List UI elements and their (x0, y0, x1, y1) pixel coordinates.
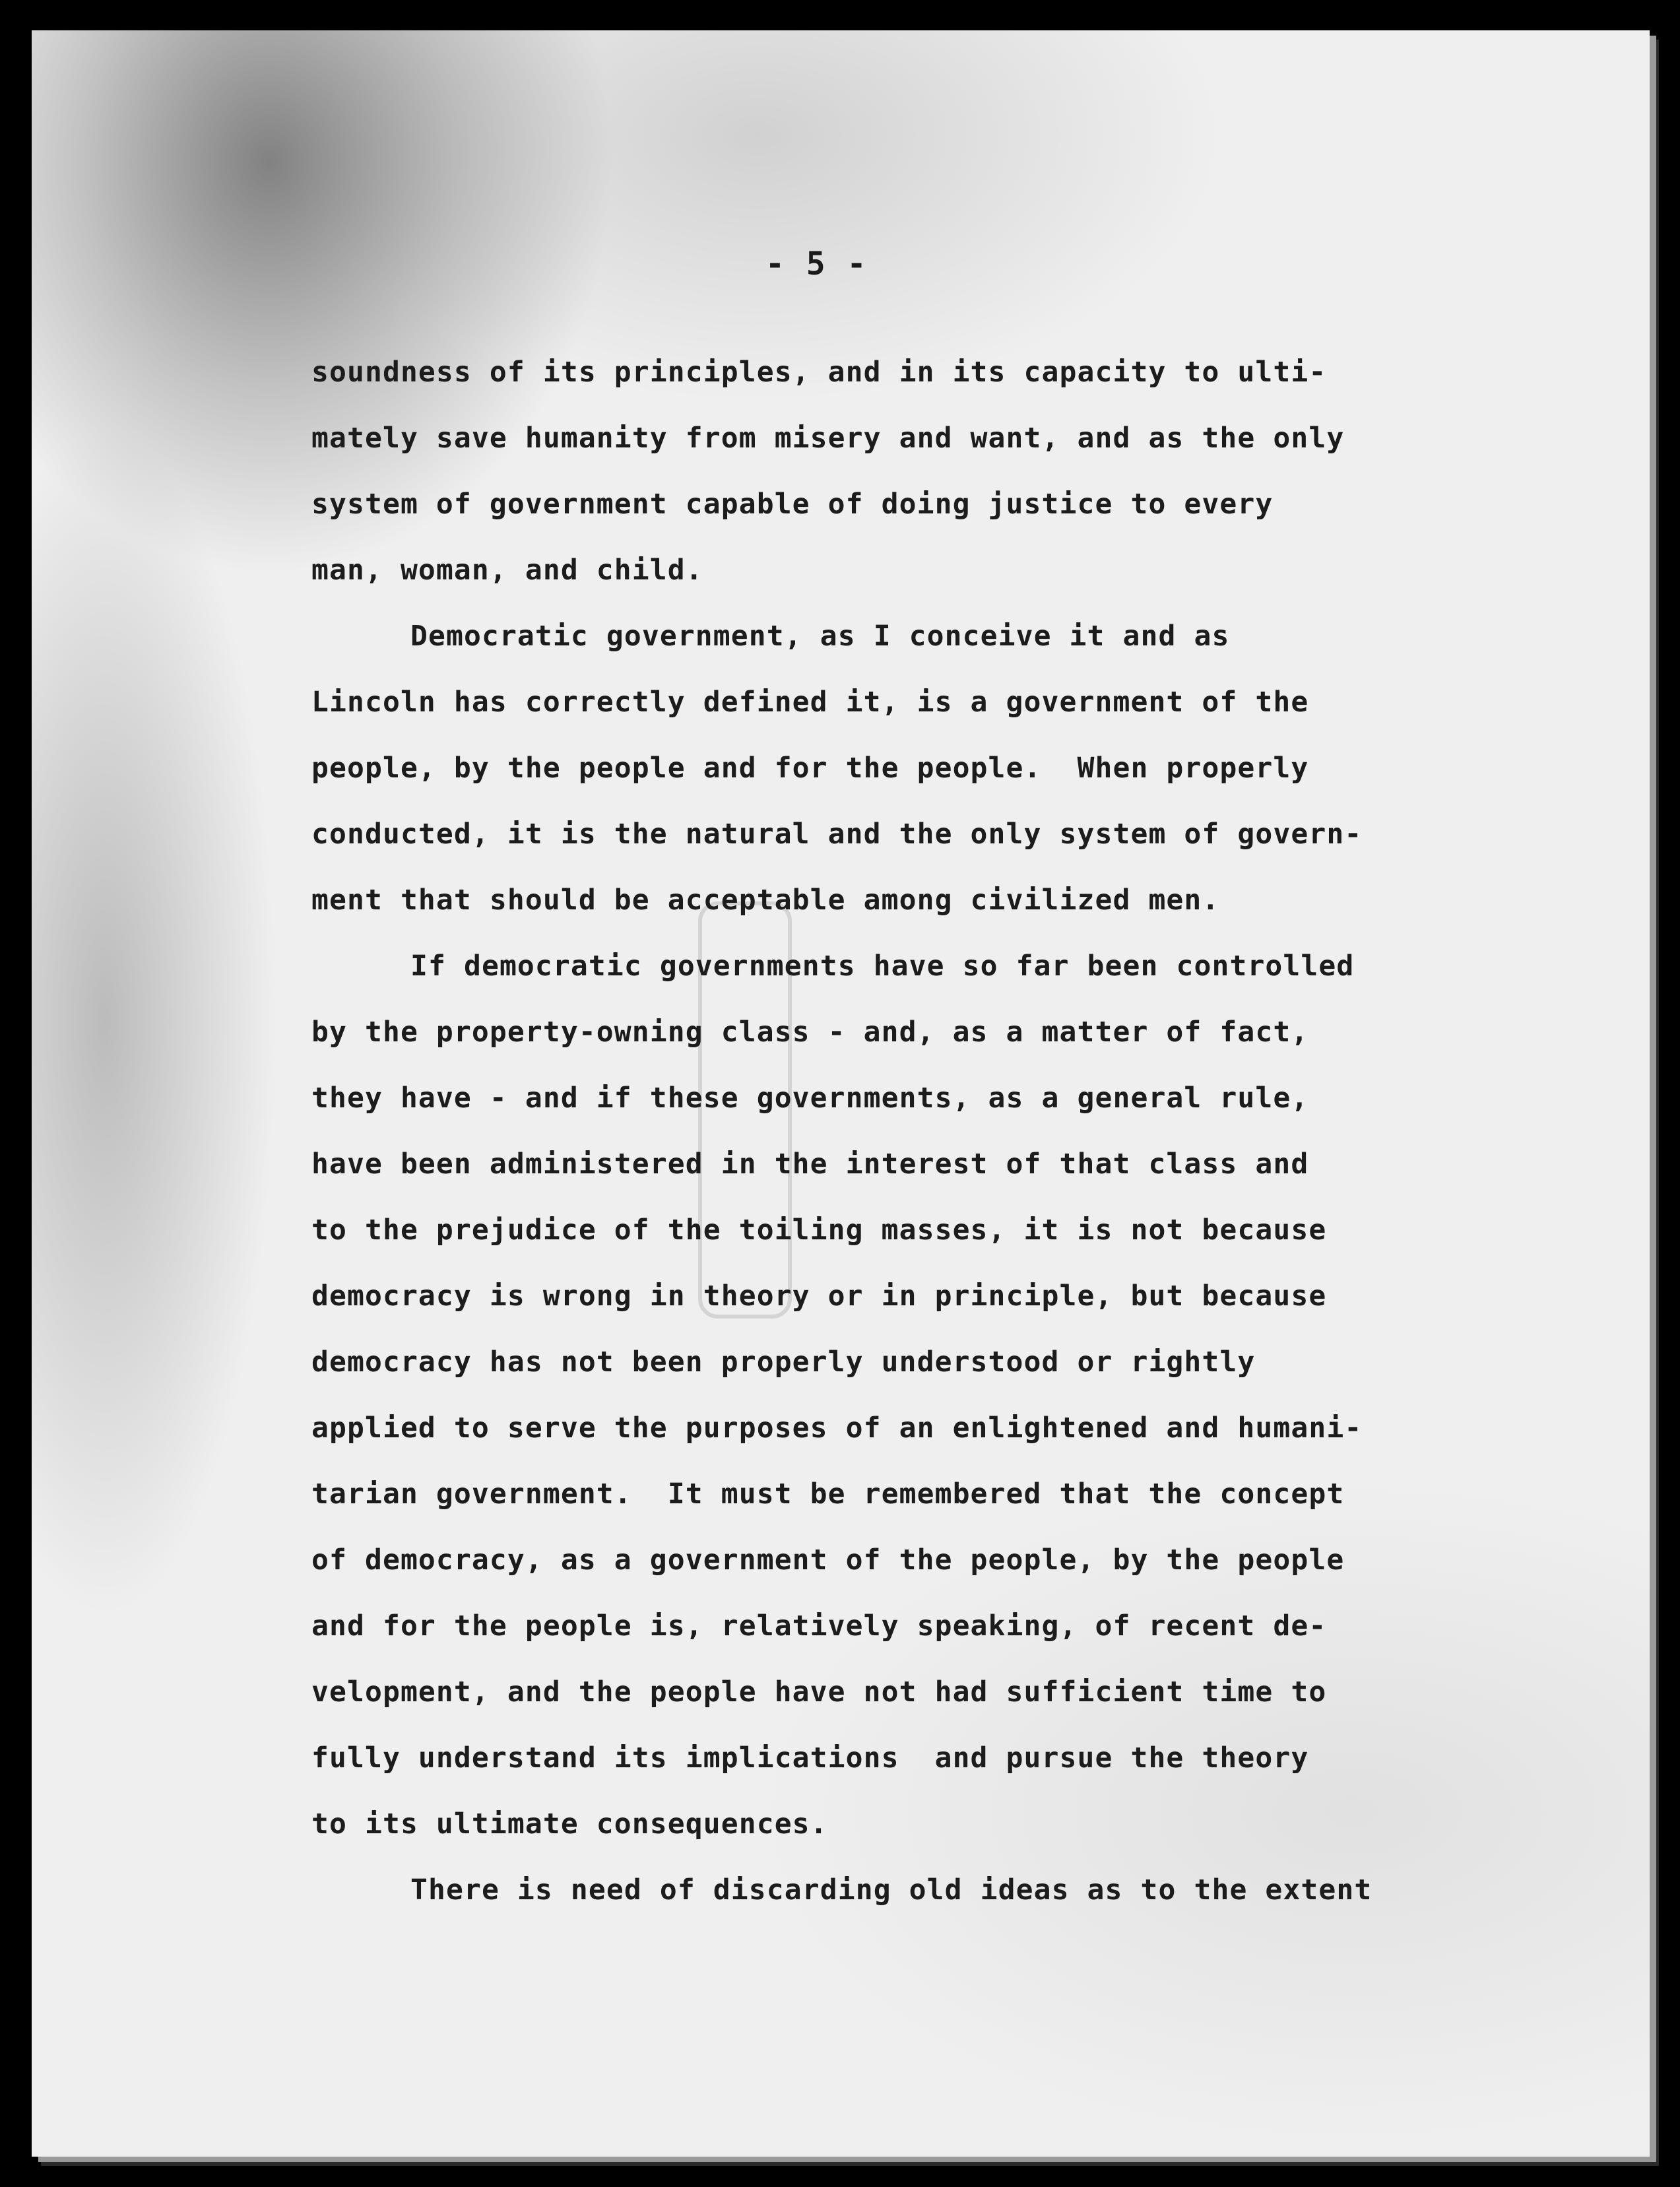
text-line: by the property-owning class - and, as a matter of fact, (311, 1016, 1309, 1049)
body-text (311, 339, 1512, 1923)
document-page (32, 30, 1650, 2157)
text-line: of democracy, as a government of the people, by the people (311, 1544, 1345, 1577)
text-line: and for the people is, relatively speaking, of recent de- (311, 1610, 1327, 1643)
paragraph-first-line: There is need of discarding old ideas as to the extent (410, 1874, 1373, 1907)
page-number: - 5 - (765, 245, 868, 282)
text-line: fully understand its implications and pursue the theory (311, 1742, 1309, 1775)
text-line: system of government capable of doing justice to every (311, 488, 1274, 521)
text-line: ment that should be acceptable among civilized men. (311, 884, 1220, 917)
text-line: soundness of its principles, and in its capacity to ulti- (311, 356, 1327, 389)
text-line: have been administered in the interest of that class and (311, 1148, 1309, 1181)
text-line: applied to serve the purposes of an enlightened and humani- (311, 1412, 1363, 1445)
text-line: conducted, it is the natural and the only system of govern- (311, 818, 1363, 851)
text-line: to its ultimate consequences. (311, 1808, 828, 1841)
text-line: mately save humanity from misery and want, and as the only (311, 422, 1345, 455)
text-line: they have - and if these governments, as a general rule, (311, 1082, 1309, 1115)
text-line: people, by the people and for the people. When properly (311, 752, 1309, 785)
text-line: to the prejudice of the toiling masses, it is not because (311, 1214, 1327, 1247)
text-line: man, woman, and child. (311, 554, 703, 587)
text-line: democracy is wrong in theory or in principle, but because (311, 1280, 1327, 1313)
text-line: tarian government. It must be remembered that the concept (311, 1478, 1345, 1511)
text-line: Lincoln has correctly defined it, is a government of the (311, 686, 1309, 719)
text-line: velopment, and the people have not had sufficient time to (311, 1676, 1327, 1709)
paragraph-first-line: If democratic governments have so far been controlled (410, 950, 1355, 983)
paragraph-first-line: Democratic government, as I conceive it and as (410, 620, 1230, 653)
text-line: democracy has not been properly understood or rightly (311, 1346, 1256, 1379)
